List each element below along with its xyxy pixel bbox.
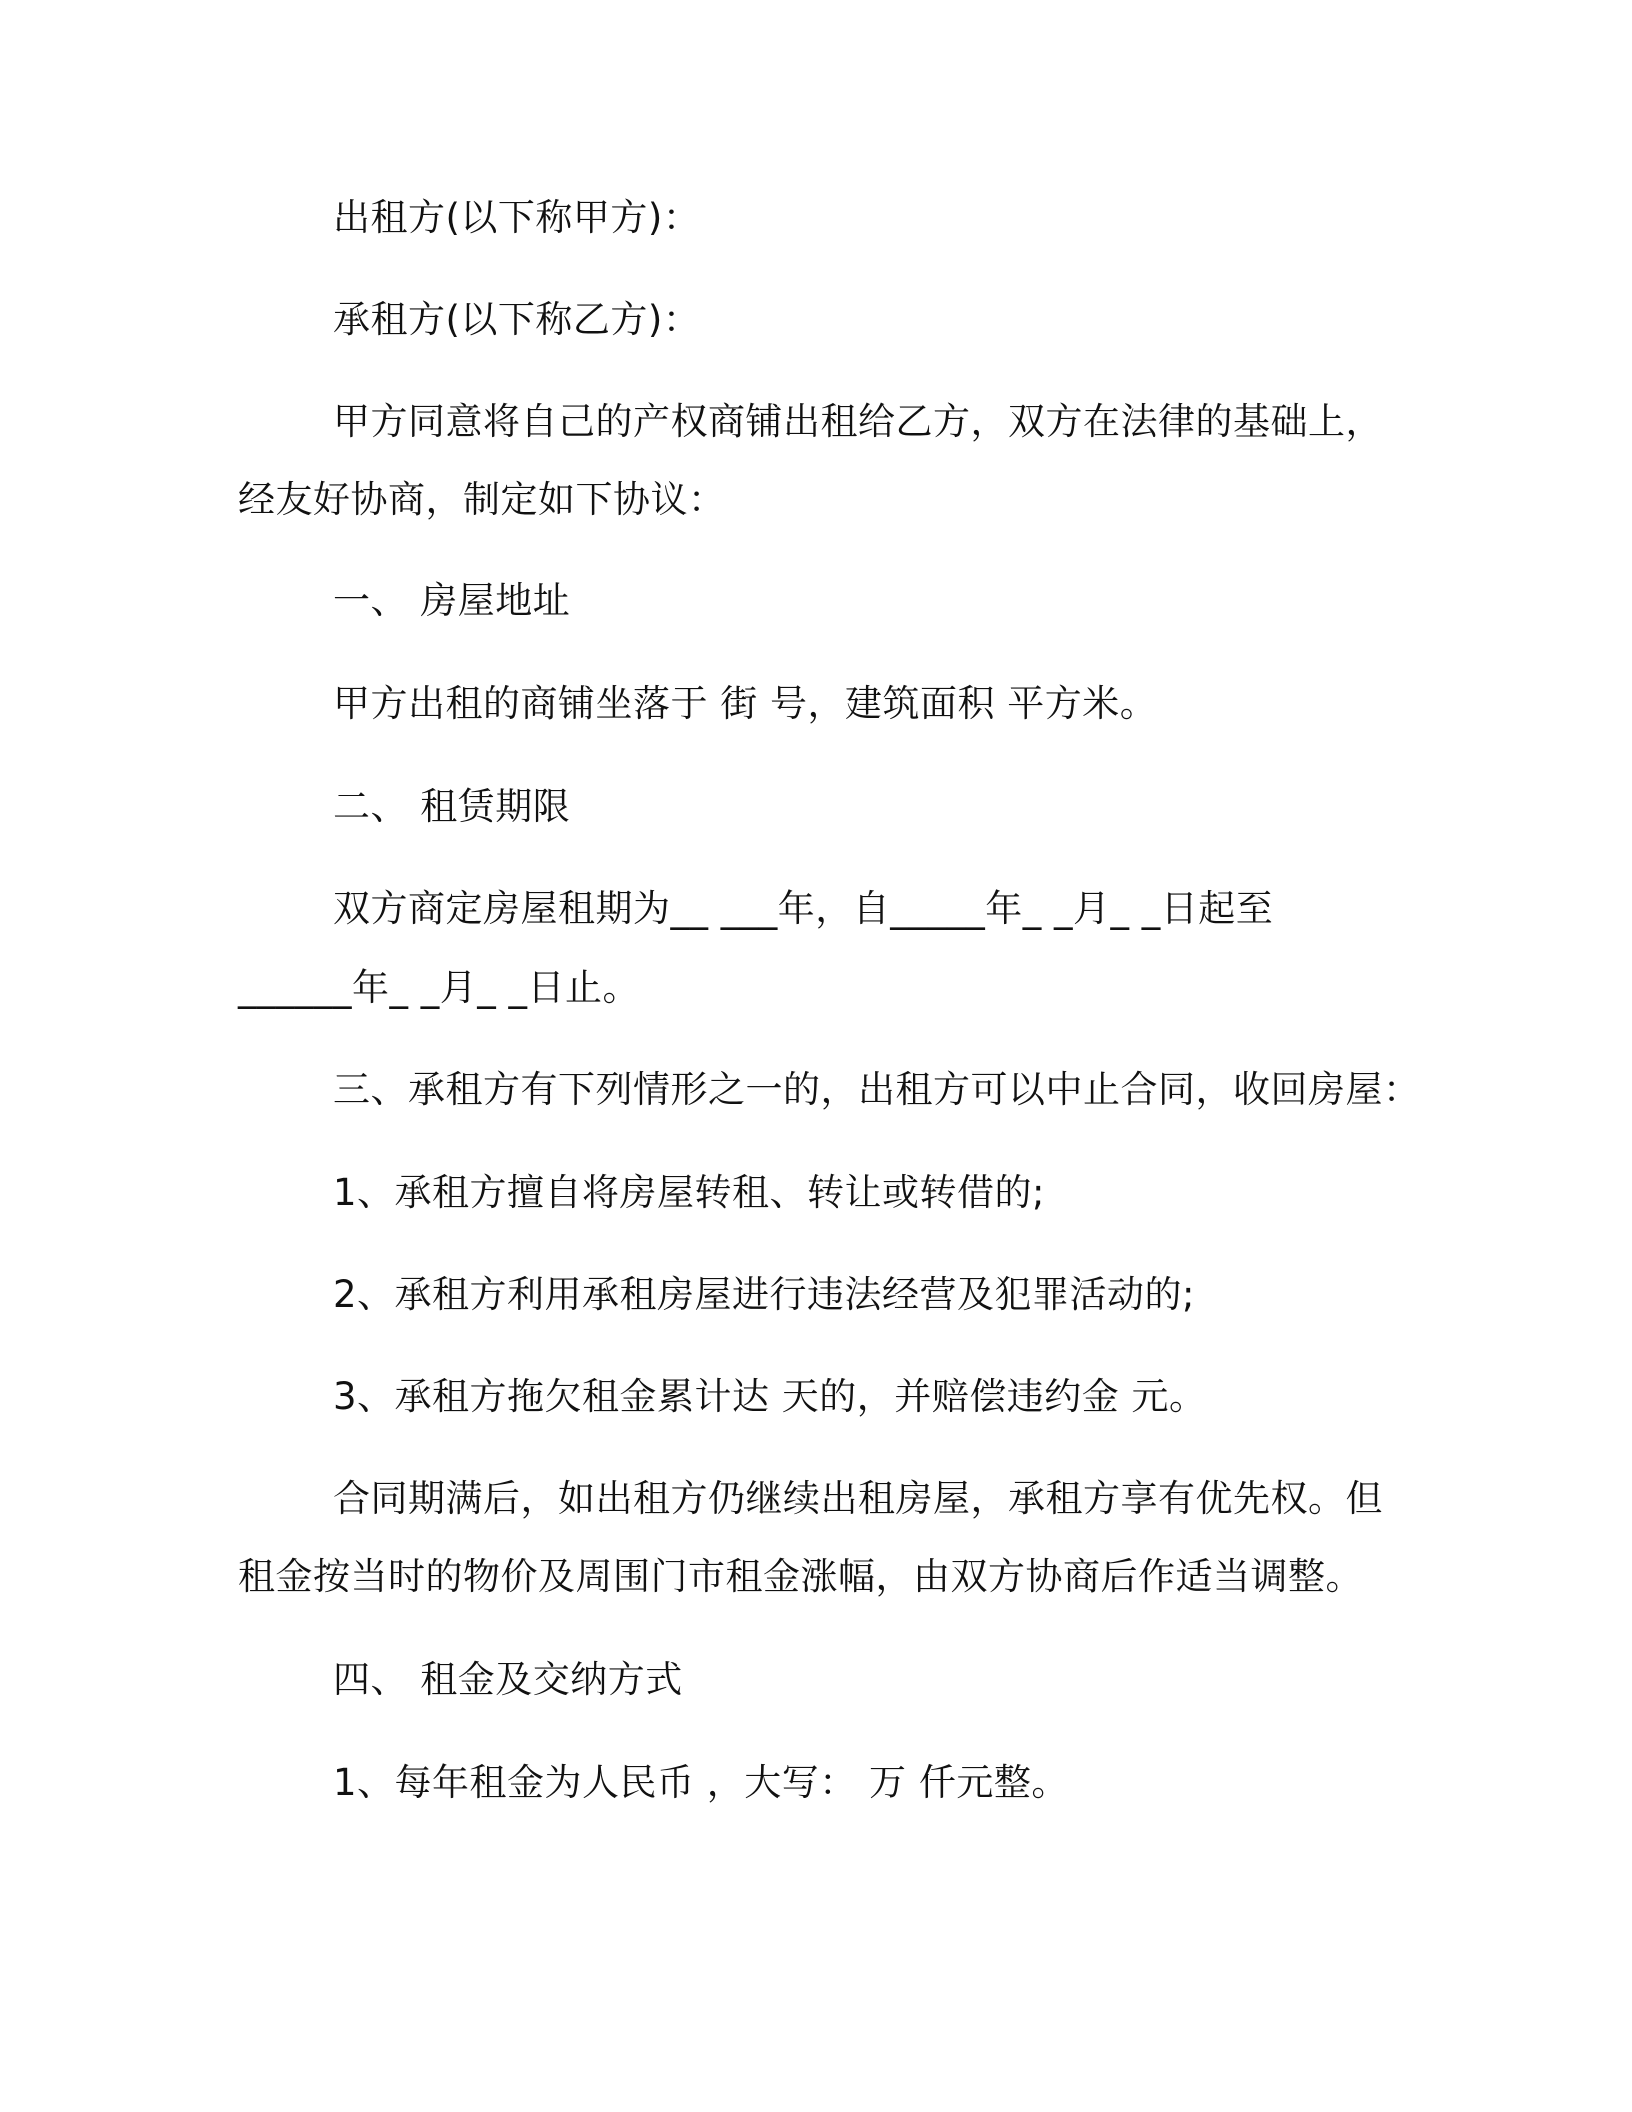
intro-line-2: 经友好协商，制定如下协议： — [238, 478, 726, 521]
section3-item-3: 3、承租方拖欠租金累计达 天的，并赔偿违约金 元。 — [333, 1375, 1207, 1418]
section3-note-1: 合同期满后，如出租方仍继续出租房屋，承租方享有优先权。但 — [333, 1477, 1383, 1520]
section2-title: 二、 租赁期限 — [333, 785, 571, 828]
section3-note-2: 租金按当时的物价及周围门市租金涨幅，由双方协商后作适当调整。 — [238, 1555, 1363, 1598]
lessor-line: 出租方(以下称甲方)： — [333, 196, 701, 239]
section1-title: 一、 房屋地址 — [333, 579, 571, 622]
section3-item-2: 2、承租方利用承租房屋进行违法经营及犯罪活动的; — [333, 1273, 1196, 1316]
section4-item-1: 1、每年租金为人民币 ，大写： 万 仟元整。 — [333, 1761, 1069, 1804]
section4-title: 四、 租金及交纳方式 — [333, 1658, 683, 1701]
section2-text-2: ______年_ _月_ _日止。 — [238, 966, 641, 1009]
section1-text: 甲方出租的商铺坐落于 街 号，建筑面积 平方米。 — [333, 682, 1158, 725]
section3-item-1: 1、承租方擅自将房屋转租、转让或转借的; — [333, 1171, 1046, 1214]
section3-title: 三、承租方有下列情形之一的，出租方可以中止合同，收回房屋： — [333, 1068, 1421, 1111]
lessee-line: 承租方(以下称乙方)： — [333, 298, 701, 341]
section2-text-1: 双方商定房屋租期为__ ___年，自_____年_ _月_ _日起至 — [333, 887, 1274, 930]
intro-line-1: 甲方同意将自己的产权商铺出租给乙方，双方在法律的基础上， — [333, 400, 1383, 443]
